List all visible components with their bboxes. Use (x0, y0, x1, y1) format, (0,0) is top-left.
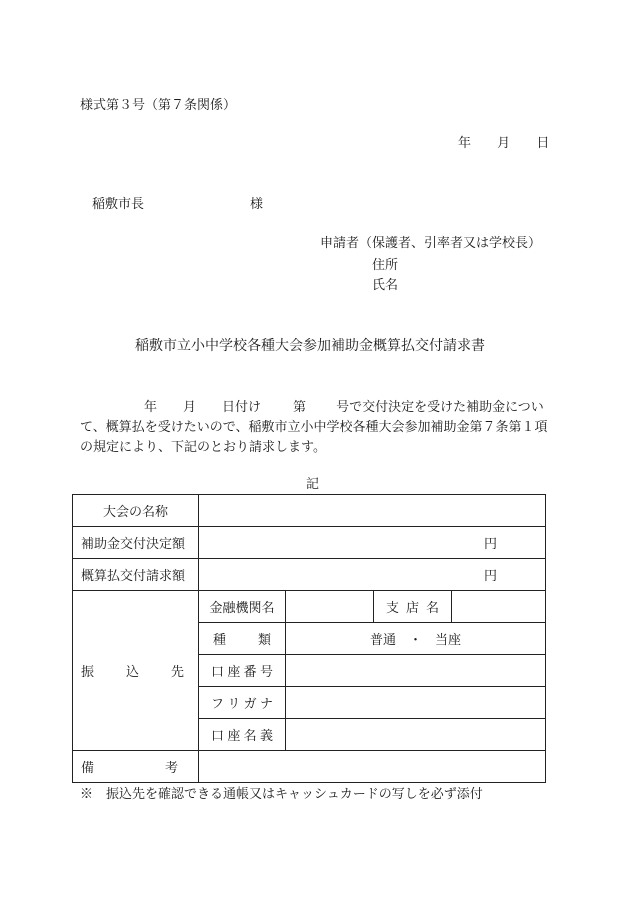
type-char: 類 (257, 633, 271, 648)
transfer-char: 込 (125, 665, 139, 680)
body-year: 年 (144, 400, 158, 415)
remarks-char: 備 (81, 761, 95, 776)
date-line (458, 136, 549, 152)
date-year-label: 年 (458, 136, 472, 151)
transfer-char: 先 (170, 665, 184, 680)
bank-name-field[interactable] (286, 591, 374, 623)
date-month-label: 月 (497, 136, 511, 151)
account-number-field[interactable] (286, 655, 546, 687)
account-number-label (199, 655, 286, 687)
bank-name-label: 金融機関名 (199, 591, 286, 623)
table-row (73, 527, 546, 559)
remarks-label (73, 751, 199, 783)
applicant-label: 申請者（保護者、引率者又は学校長） (320, 236, 542, 251)
table-row (73, 559, 546, 591)
addressee (92, 197, 263, 213)
body-dai: 第 (293, 400, 307, 415)
document-title: 稲敷市立小中学校各種大会参加補助金概算払交付請求書 (135, 338, 485, 354)
furigana-char: ガ (243, 697, 257, 712)
note-mark: ※ (80, 787, 94, 802)
form-number: 様式第３号（第７条関係） (80, 98, 237, 113)
account-number-char: 号 (259, 665, 273, 680)
remarks-char: 考 (164, 761, 178, 776)
request-amount-field[interactable] (199, 559, 546, 591)
yen-unit: 円 (483, 537, 497, 552)
transfer-to-label (73, 591, 199, 751)
table-row (73, 591, 546, 623)
branch-char: 店 (405, 601, 419, 616)
type-options[interactable]: 普通 ・ 当座 (286, 623, 546, 655)
yen-unit: 円 (483, 569, 497, 584)
branch-char: 支 (386, 601, 400, 616)
body-date-suffix: 日付け (222, 400, 262, 415)
account-holder-char: 義 (259, 729, 273, 744)
furigana-char: フ (211, 697, 225, 712)
furigana-label (199, 687, 286, 719)
account-holder-char: 名 (243, 729, 257, 744)
address-label: 住所 (372, 258, 399, 273)
honorific: 様 (250, 197, 264, 212)
table-row (73, 751, 546, 783)
note-text: 振込先を確認できる通帳又はキャッシュカードの写しを必ず添付 (106, 787, 483, 802)
furigana-field[interactable] (286, 687, 546, 719)
body-month: 月 (183, 400, 197, 415)
account-number-char: 座 (227, 665, 241, 680)
remarks-field[interactable] (199, 751, 546, 783)
furigana-char: リ (227, 697, 241, 712)
body-rest: 号で交付決定を受けた補助金について、概算払を受けたいので、稲敷市立小中学校各種大会参加補助金第７条第１項の規定により、下記のとおり請求します。 (80, 400, 548, 455)
footnote (80, 787, 483, 803)
decision-amount-field[interactable] (199, 527, 546, 559)
branch-char: 名 (425, 601, 439, 616)
ki-label: 記 (306, 477, 320, 492)
account-holder-char: 口 (211, 729, 225, 744)
request-amount-label: 概算払交付請求額 (73, 559, 199, 591)
branch-name-label (374, 591, 452, 623)
event-name-field[interactable] (199, 495, 546, 527)
account-holder-label (199, 719, 286, 751)
name-label: 氏名 (372, 278, 399, 293)
table-row (73, 495, 546, 527)
date-day-label: 日 (536, 136, 550, 151)
account-number-char: 番 (243, 665, 257, 680)
account-holder-field[interactable] (286, 719, 546, 751)
account-holder-char: 座 (227, 729, 241, 744)
transfer-char: 振 (81, 665, 95, 680)
account-number-char: 口 (211, 665, 225, 680)
type-label (199, 623, 286, 655)
event-name-label: 大会の名称 (73, 495, 199, 527)
type-char: 種 (213, 633, 227, 648)
body-paragraph (80, 398, 550, 458)
decision-amount-label: 補助金交付決定額 (73, 527, 199, 559)
furigana-char: ナ (259, 697, 273, 712)
request-table (72, 494, 546, 783)
mayor-label: 稲敷市長 (92, 197, 145, 212)
branch-name-field[interactable] (452, 591, 546, 623)
